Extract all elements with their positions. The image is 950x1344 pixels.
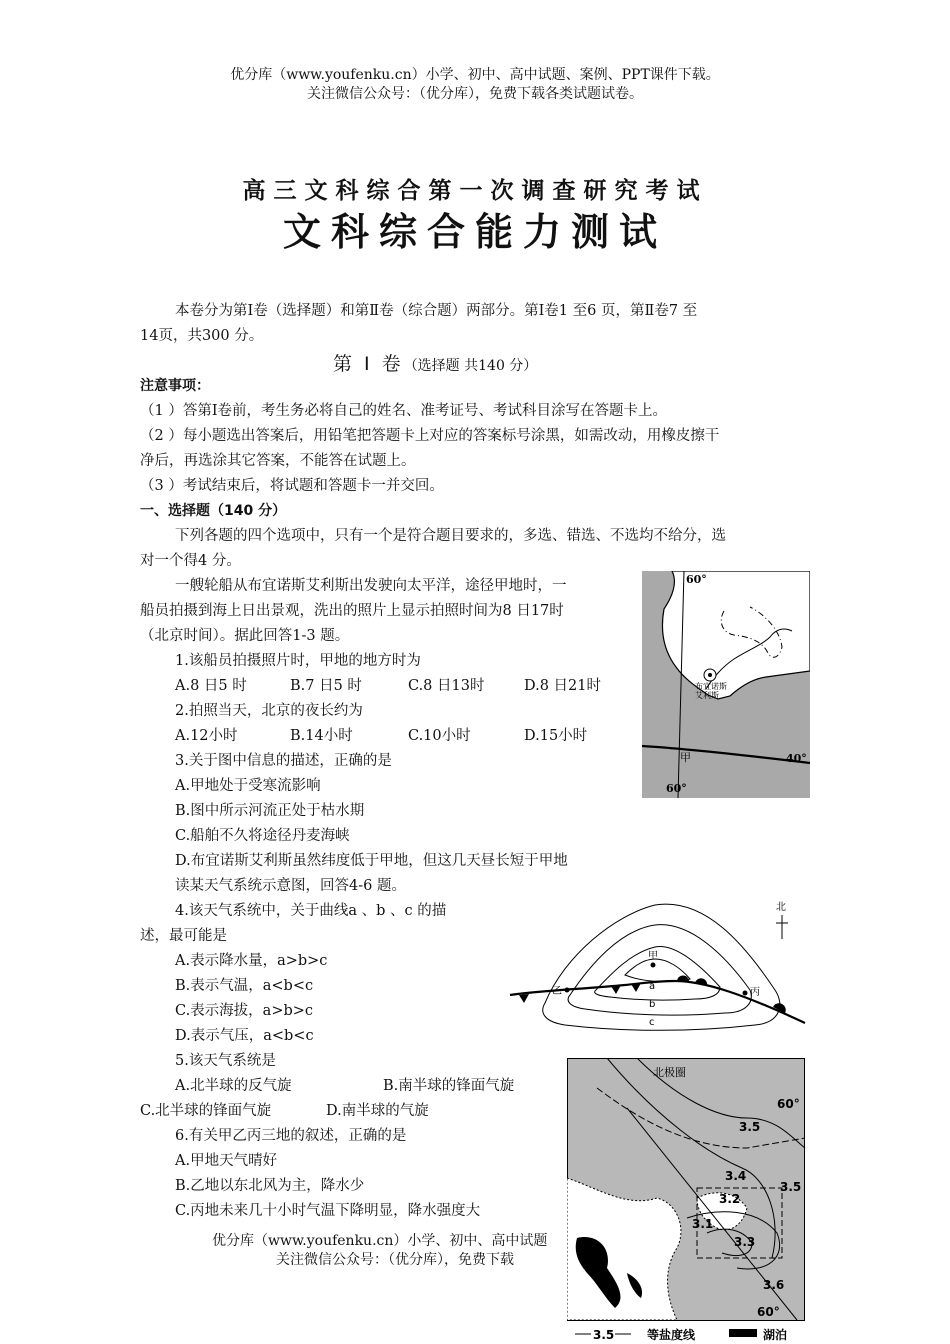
q6-stem: 6.有关甲乙丙三地的叙述，正确的是: [175, 1128, 407, 1144]
salinity-map: [567, 1058, 807, 1344]
legend-lake-label: 湖泊: [763, 1328, 788, 1342]
q3-option-c: C.船舶不久将途径丹麦海峡: [175, 828, 350, 844]
cold-front-tri-3: [631, 983, 641, 992]
q1-option-c: C.8 日13时: [408, 678, 485, 694]
q1-stem: 1.该船员拍摄照片时，甲地的地方时为: [175, 653, 421, 669]
q6-option-a: A.甲地天气晴好: [175, 1153, 278, 1169]
label-a: a: [649, 981, 656, 992]
group1-line-2: 船员拍摄到海上日出景观，洗出的照片上显示拍照时间为8 日17时: [140, 603, 564, 619]
notice-heading: 注意事项：: [140, 378, 210, 394]
weather-system-diagram: [505, 895, 815, 1035]
point-yi-dot: [565, 988, 570, 993]
q3-option-d: D.布宜诺斯艾利斯虽然纬度低于甲地，但这几天昼长短于甲地: [175, 853, 568, 869]
salinity-3-1: 3.1: [692, 1217, 714, 1231]
q3-stem: 3.关于图中信息的描述，正确的是: [175, 753, 392, 769]
q5-option-d: D.南半球的气旋: [326, 1103, 429, 1119]
q5-option-c: C.北半球的锋面气旋: [140, 1103, 272, 1119]
north-label: 北: [776, 902, 786, 913]
q2-option-c: C.10小时: [408, 728, 471, 744]
label-c: c: [649, 1017, 655, 1028]
cold-front-tri-1: [519, 994, 529, 1003]
lat-label-60-top: 60°: [777, 1097, 800, 1111]
header-line-2: 关注微信公众号：（优分库），免费下载各类试题试卷。: [307, 86, 643, 102]
point-jia-dot: [651, 963, 656, 968]
isoline-c-outer: [543, 904, 780, 1030]
q2-stem: 2.拍照当天，北京的夜长约为: [175, 703, 363, 719]
city-label-1: 布宜诺斯: [695, 682, 727, 691]
lon-label-top: 60°: [686, 573, 707, 586]
intro-line-2: 14页，共300 分。: [140, 328, 264, 344]
lat-label-60-bottom: 60°: [757, 1305, 780, 1319]
q3-option-b: B.图中所示河流正处于枯水期: [175, 803, 365, 819]
part1-heading: 一、选择题（140 分）: [140, 503, 287, 519]
point-bing-dot: [743, 991, 748, 996]
legend-lake-swatch: [729, 1329, 757, 1337]
q3-option-a: A.甲地处于受寒流影响: [175, 778, 321, 794]
notice-line-3: 净后，再选涂其它答案，不能答在试题上。: [140, 453, 416, 469]
q5-stem: 5.该天气系统是: [175, 1053, 276, 1069]
q4-stem-2: 述，最可能是: [140, 928, 227, 944]
label-b: b: [649, 999, 656, 1010]
label-bing: 丙: [750, 987, 760, 998]
q5-option-b: B.南半球的锋面气旋: [383, 1078, 515, 1094]
q1-option-b: B.7 日5 时: [290, 678, 362, 694]
lon-label-bottom: 60°: [666, 782, 687, 795]
legend-isohaline-label: 等盐度线: [647, 1328, 696, 1342]
q6-option-b: B.乙地以东北风为主，降水少: [175, 1178, 365, 1194]
q2-option-a: A.12小时: [175, 728, 238, 744]
notice-line-2: （2 ）每小题选出答案后，用铅笔把答题卡上对应的答案标号涂黑，如需改动，用橡皮擦干: [140, 428, 720, 444]
part1-line-1: 下列各题的四个选项中，只有一个是符合题目要求的，多选、错选、不选均不给分，选: [175, 528, 726, 544]
legend-isohaline-value: 3.5: [593, 1328, 615, 1342]
q4-option-b: B.表示气温，a<b<c: [175, 978, 314, 994]
group1-line-3: （北京时间）。据此回答1-3 题。: [140, 628, 350, 644]
q4-option-a: A.表示降水量，a>b>c: [175, 953, 328, 969]
exam-title: 文科综合能力测试: [282, 210, 667, 254]
salinity-3-5-b: 3.5: [780, 1180, 802, 1194]
q2-option-b: B.14小时: [290, 728, 353, 744]
q2-option-d: D.15小时: [524, 728, 588, 744]
header-line-1: 优分库（www.youfenku.cn）小学、初中、高中试题、案例、PPT课件下载。: [230, 67, 720, 83]
q4-option-c: C.表示海拔，a>b>c: [175, 1003, 314, 1019]
q5-option-a: A.北半球的反气旋: [175, 1078, 292, 1094]
notice-line-1: （1 ）答第Ⅰ卷前，考生务必将自己的姓名、准考证号、考试科目涂写在答题卡上。: [140, 403, 668, 419]
salinity-3-6: 3.6: [763, 1278, 785, 1292]
salinity-3-4: 3.4: [725, 1169, 747, 1183]
footer-line-2: 关注微信公众号：（优分库），免费下载: [276, 1252, 514, 1268]
section-title: 第 Ⅰ 卷: [333, 353, 404, 375]
arctic-circle-label: 北极圈: [653, 1066, 686, 1079]
south-america-map: [642, 571, 810, 798]
label-yi: 乙: [552, 986, 562, 997]
q4-stem-1: 4.该天气系统中，关于曲线a 、b 、c 的描: [175, 903, 447, 919]
isoline-b: [568, 925, 751, 1015]
part1-line-2: 对一个得4 分。: [140, 553, 241, 569]
point-jia: 甲: [680, 751, 691, 764]
footer-line-1: 优分库（www.youfenku.cn）小学、初中、高中试题: [212, 1233, 548, 1249]
exam-subtitle: 高三文科综合第一次调查研究考试: [242, 178, 708, 204]
q4-option-d: D.表示气压，a<b<c: [175, 1028, 314, 1044]
notice-line-4: （3 ）考试结束后，将试题和答题卡一并交回。: [140, 478, 444, 494]
group2-line-1: 读某天气系统示意图，回答4-6 题。: [175, 878, 406, 894]
salinity-3-2: 3.2: [719, 1192, 741, 1206]
section-heading: [333, 349, 537, 376]
city-label-2: 艾利斯: [695, 691, 719, 700]
salinity-3-3: 3.3: [734, 1235, 756, 1249]
city-marker-dot: [708, 673, 712, 677]
q1-option-a: A.8 日5 时: [175, 678, 247, 694]
q6-option-c: C.丙地未来几十小时气温下降明显，降水强度大: [175, 1203, 481, 1219]
group1-line-1: 一艘轮船从布宜诺斯艾利斯出发驶向太平洋，途径甲地时，一: [175, 578, 567, 594]
lat-label: 40°: [786, 752, 807, 765]
label-jia: 甲: [648, 951, 658, 962]
salinity-3-5-a: 3.5: [739, 1120, 761, 1134]
intro-line-1: 本卷分为第Ⅰ卷（选择题）和第Ⅱ卷（综合题）两部分。第Ⅰ卷1 至6 页，第Ⅱ卷7 至: [175, 303, 698, 319]
cold-front-tri-2: [611, 985, 621, 994]
q1-option-d: D.8 日21时: [524, 678, 602, 694]
section-note: （选择题 共140 分）: [403, 358, 538, 374]
